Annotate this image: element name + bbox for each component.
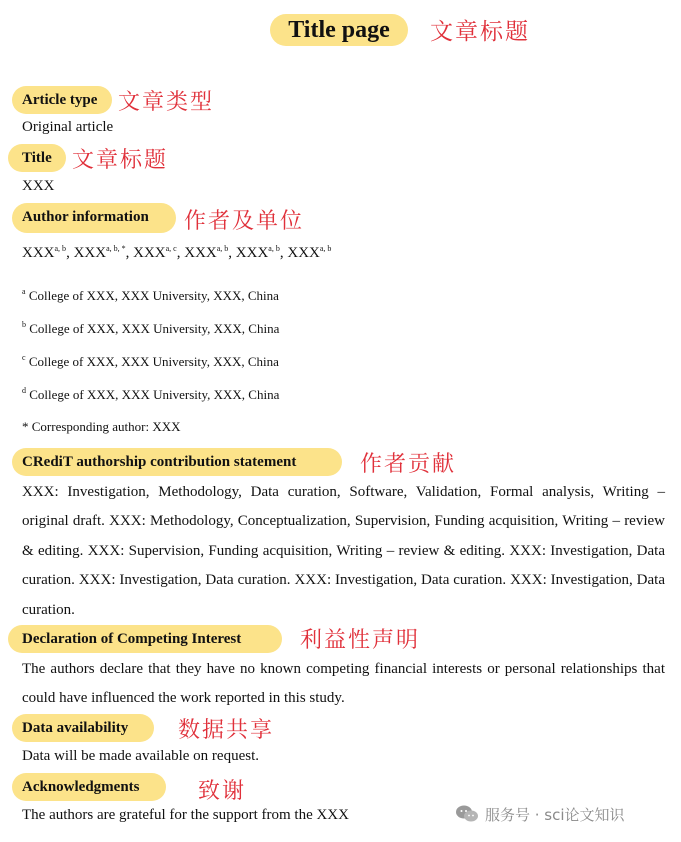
data-availability-text: Data will be made available on request.	[22, 748, 259, 764]
credit-zh: 作者贡献	[360, 452, 457, 477]
watermark: 服务号 · sci论文知识	[455, 804, 625, 825]
affiliation: $^a$ College of XXX, XXX University, XXX, China	[22, 287, 279, 303]
acknowledgments-label: Acknowledgments	[12, 773, 166, 801]
corresponding-author: * Corresponding author: XXX	[22, 419, 181, 434]
author-info-zh: 作者及单位	[184, 209, 305, 234]
author: XXX$^{a, b}$,	[235, 244, 288, 261]
affiliation: $^d$ College of XXX, XXX University, XXX, China	[22, 386, 280, 402]
data-availability-zh: 数据共享	[178, 718, 275, 743]
author: $XXX^{a, b, *}$,	[73, 244, 134, 261]
competing-interest-label: Declaration of Competing Interest	[8, 625, 282, 653]
article-type-label: Article type	[12, 86, 112, 114]
article-type-zh: 文章类型	[118, 90, 215, 115]
author: XXX$^{a, b}$,	[22, 244, 74, 261]
acknowledgments-text: The authors are grateful for the support from the XXX	[22, 807, 349, 823]
affiliation: $^b$ College of XXX, XXX University, XXX, China	[22, 320, 280, 336]
title-page-label: Title page	[270, 14, 408, 46]
affiliation: $^c$ College of XXX, XXX University, XXX, China	[22, 353, 279, 369]
acknowledgments-zh: 致谢	[198, 779, 247, 804]
competing-interest-text: The authors declare that they have no known competing financial interests or personal relationships that could have influenced the work reported in this study.	[22, 661, 665, 707]
wechat-icon	[455, 804, 479, 824]
author: XXX$^{a, c}$,	[133, 244, 185, 261]
credit-label: CRediT authorship contribution statement	[12, 448, 342, 476]
competing-interest-zh: 利益性声明	[300, 628, 421, 653]
title-page-zh: 文章标题	[430, 19, 530, 45]
author-list	[22, 244, 331, 262]
title-value: XXX	[22, 178, 55, 194]
data-availability-label: Data availability	[12, 714, 154, 742]
author: XXX$^{a, b}$,	[184, 244, 236, 261]
credit-statement: XXX: Investigation, Methodology, Data curation, Software, Validation, Formal analysis, Writing – original draft. XXX: Methodology, Conceptualization, Supervision, Funding acquisition, Writing – review & editing. XXX: Supervision, Funding acquisition, Writing – review & editing. XXX: Investigation, Data curation. XXX: Investigation, Data curation. XXX: Investigation, Data curation. XXX: Investigation, Data curation.	[22, 484, 665, 618]
title-label: Title	[8, 144, 66, 172]
author: XXX$^{a, b}$	[287, 244, 332, 261]
author-info-label: Author information	[12, 203, 176, 233]
article-type-value: Original article	[22, 119, 114, 135]
title-zh: 文章标题	[72, 148, 169, 173]
